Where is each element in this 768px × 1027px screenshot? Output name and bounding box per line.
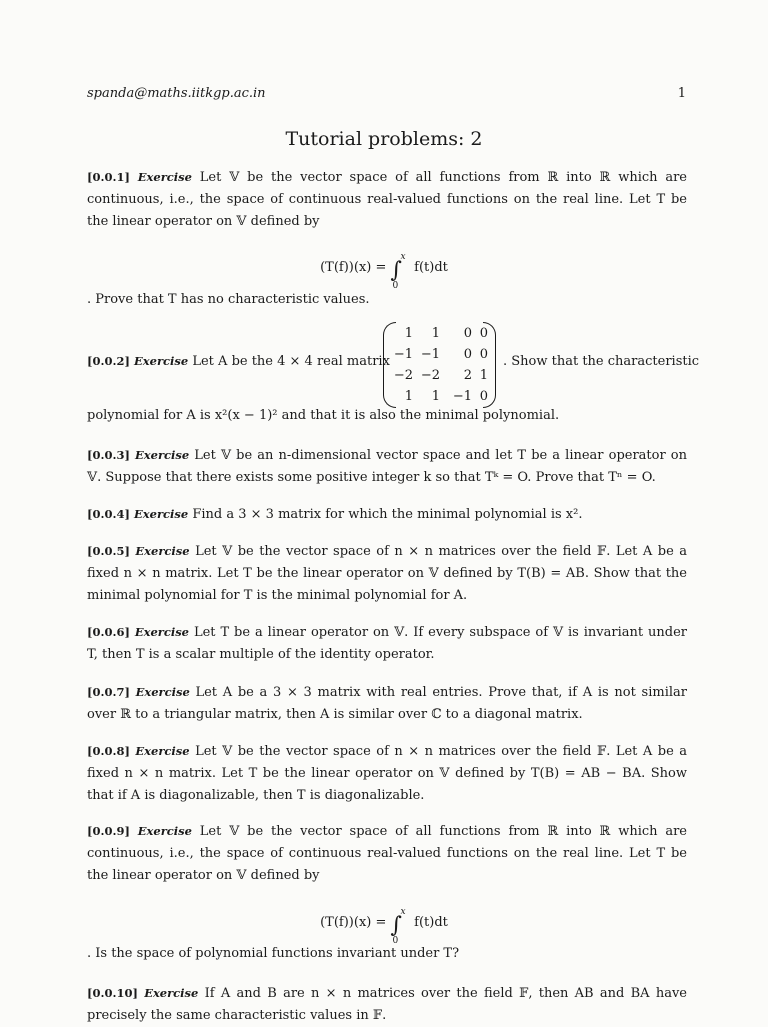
exercise-text: Let 𝕍 be the vector space of n × n matrices over the field 𝔽. Let A be a fixed n × n matrix. Let T be the linear operator on 𝕍 defined by T(B) = AB. Show that the minimal polynomial for T is the minimal polynomial for A. [87,544,688,603]
matrix-grid [393,323,488,407]
integral-upper-limit: x [400,252,406,262]
integral-sign: ∫ x 0 [390,252,406,291]
exercise-tag: [0.0.7] [87,685,130,699]
formula-lhs: (T(f))(x) = [320,260,387,275]
exercise-keyword: Exercise [135,448,190,462]
right-paren [483,322,496,408]
matrix-A [383,322,496,408]
exercise-7 [87,681,687,726]
exercise-tag: [0.0.10] [87,986,138,1000]
formula-lhs: (T(f))(x) = [320,915,387,930]
exercise-10 [87,982,687,1027]
exercise-keyword: Exercise [135,544,190,558]
exercise-tag: [0.0.3] [87,448,130,462]
exercise-tag: [0.0.8] [87,744,130,758]
matrix-cell: 0 [479,326,488,341]
exercise-8 [87,740,687,807]
exercise-keyword: Exercise [144,986,199,1000]
exercise-keyword: Exercise [134,625,190,639]
exercise-tag: [0.0.6] [87,625,130,639]
matrix-cell: −1 [393,347,413,362]
exercise-4 [87,503,687,526]
exercise-1 [87,166,687,233]
matrix-cell: 0 [479,347,488,362]
exercise-keyword: Exercise [137,824,192,838]
exercise-text: Let 𝕍 be the vector space of n × n matrices over the field 𝔽. Let A be a fixed n × n matrix. Let T be the linear operator on 𝕍 defined by T(B) = AB − BA. Show that if A is diagonalizable, then T is diagonalizable. [87,744,688,803]
page-title: Tutorial problems: 2 [285,128,483,150]
exercise-6 [87,621,687,666]
exercise-keyword: Exercise [135,685,190,699]
integral-sign: ∫ x 0 [390,907,406,946]
exercise-text: Find a 3 × 3 matrix for which the minimal polynomial is x². [192,507,583,522]
matrix-cell: −2 [393,368,413,383]
exercise-2-after-matrix: . Show that the characteristic [503,354,700,369]
matrix-cell: −1 [420,347,440,362]
matrix-cell: 2 [463,368,472,383]
exercise-text: If A and B are n × n matrices over the field 𝔽, then AB and BA have precisely the same characteristic values in 𝔽. [87,986,687,1023]
matrix-cell: 1 [479,368,488,383]
integral-formula-1 [0,252,768,291]
matrix-cell: −2 [420,368,440,383]
exercise-1-conclusion: . Prove that T has no characteristic values. [87,292,370,307]
integral-formula-2 [0,907,768,946]
exercise-2-lead [87,354,390,369]
page-number: 1 [677,86,686,101]
exercise-keyword: Exercise [134,354,189,368]
formula-integrand: f(t)dt [414,915,448,930]
matrix-cell: 1 [404,389,413,404]
header-email: spanda@maths.iitkgp.ac.in [87,86,266,101]
exercise-text: Let 𝕍 be the vector space of all functions from ℝ into ℝ which are continuous, i.e., the space of continuous real-valued functions on the real line. Let T be the linear operator on 𝕍 defined by [87,170,688,229]
matrix-cell: 0 [479,389,488,404]
exercise-text: Let A be a 3 × 3 matrix with real entries. Prove that, if A is not similar over ℝ to a triangular matrix, then A is similar over ℂ to a diagonal matrix. [87,685,687,722]
exercise-text: Let 𝕍 be an n-dimensional vector space and let T be a linear operator on 𝕍. Suppose that there exists some positive integer k so that Tᵏ = O. Prove that Tⁿ = O. [87,448,687,485]
exercise-text: Let 𝕍 be the vector space of all functions from ℝ into ℝ which are continuous, i.e., the space of continuous real-valued functions on the real line. Let T be the linear operator on 𝕍 defined by [87,824,688,883]
exercise-tag: [0.0.2] [87,354,130,368]
exercise-keyword: Exercise [137,170,192,184]
matrix-cell: −1 [452,389,472,404]
matrix-cell: 1 [431,326,440,341]
exercise-9-conclusion: . Is the space of polynomial functions invariant under T? [87,946,460,961]
matrix-cell: 0 [463,347,472,362]
integral-lower-limit: 0 [392,281,399,291]
exercise-tag: [0.0.1] [87,170,130,184]
integral-lower-limit: 0 [392,936,399,946]
exercise-tag: [0.0.9] [87,824,130,838]
exercise-tag: [0.0.4] [87,507,130,521]
matrix-cell: 1 [431,389,440,404]
exercise-text: Let A be the 4 × 4 real matrix [192,354,390,369]
exercise-3 [87,444,687,489]
exercise-tag: [0.0.5] [87,544,130,558]
exercise-keyword: Exercise [135,744,190,758]
exercise-5 [87,540,687,607]
formula-integrand: f(t)dt [414,260,448,275]
matrix-cell: 1 [404,326,413,341]
exercise-2-continuation: polynomial for A is x²(x − 1)² and that it is also the minimal polynomial. [87,408,560,423]
integral-upper-limit: x [400,907,406,917]
matrix-cell: 0 [463,326,472,341]
exercise-keyword: Exercise [134,507,189,521]
exercise-text: Let T be a linear operator on 𝕍. If every subspace of 𝕍 is invariant under T, then T is a scalar multiple of the identity operator. [87,625,687,662]
exercise-9 [87,820,687,887]
